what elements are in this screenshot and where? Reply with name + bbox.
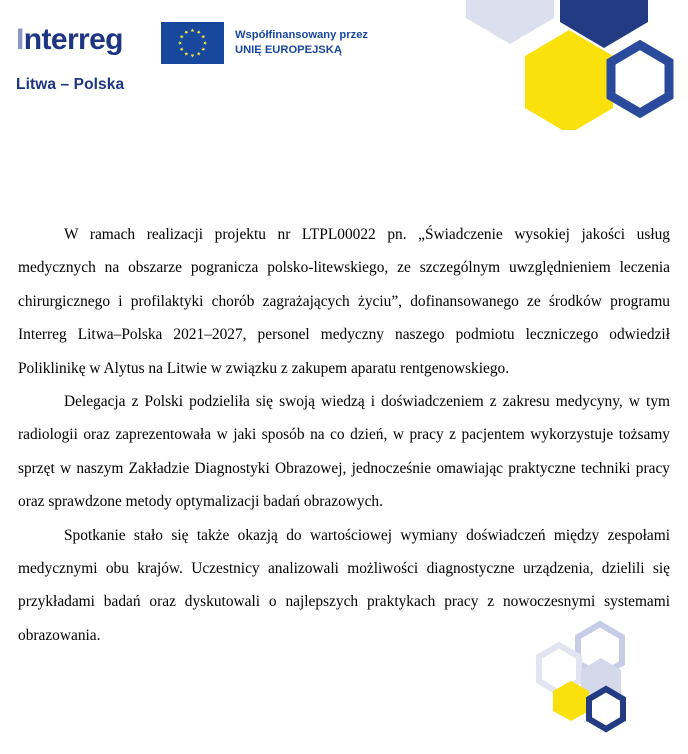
interreg-wordmark [16,25,166,55]
hex-pale-blue [466,0,554,44]
body-paragraph-1: W ramach realizacji projektu nr LTPL00022 pn. „Świadczenie wysokiej jakości usług medycznych na obszarze pogranicza polsko-litewskiego, ze szczególnym uwzględnieniem leczenia chirurgicznego i profilaktyki chorób zagrażających życiu”, dofinansowanego ze środków programu Interreg Litwa–Polska 2021–2027, personel medyczny naszego podmiotu leczniczego odwiedził Poliklinikę w Alytus na Litwie w związku z zakupem aparatu rentgenowskiego. [18,226,670,377]
hexagon-cluster-top-right [440,0,688,130]
programme-name: Litwa – Polska [16,76,125,93]
interreg-initial-letter: I [16,23,24,56]
hexagon-cluster-bottom-right [520,615,672,737]
interreg-logo [16,25,166,94]
hex-outline-navy-small [589,689,623,729]
eu-funding-text [235,28,368,58]
eu-flag-icon [161,22,224,64]
document-body [18,218,670,652]
interreg-wordmark-rest: nterreg [23,23,123,56]
hex-outline-blue [611,45,669,113]
eu-funding-line-1: Współfinansowany przez [235,29,369,42]
body-paragraph-2: Delegacja z Polski podzieliła się swoją wiedzą i doświadczeniem z zakresu medycyny, w tym radiologii oraz zaprezentowała w jaki sposób na co dzień, w pracy z pacjentem wykorzystuje tożsamy sprzęt w naszym Zakładzie Diagnostyki Obrazowej, jednocześnie omawiając praktyczne techniki pracy oraz sprawdzone metody optymalizacji badań obrazowych. [18,393,670,511]
body-paragraph-3: Spotkanie stało się także okazją do wartościowej wymiany doświadczeń między zespołami medycznymi obu krajów. Uczestnicy analizowali możliwości diagnostyczne urządzenia, dzielili się przykładami badań oraz dyskutowali o najlepszych praktykach pracy z nowoczesnymi systemami obrazowania. [18,526,670,644]
document-header [0,0,688,135]
eu-emblem [161,22,368,64]
eu-funding-line-2: UNIĘ EUROPEJSKĄ [235,44,342,56]
